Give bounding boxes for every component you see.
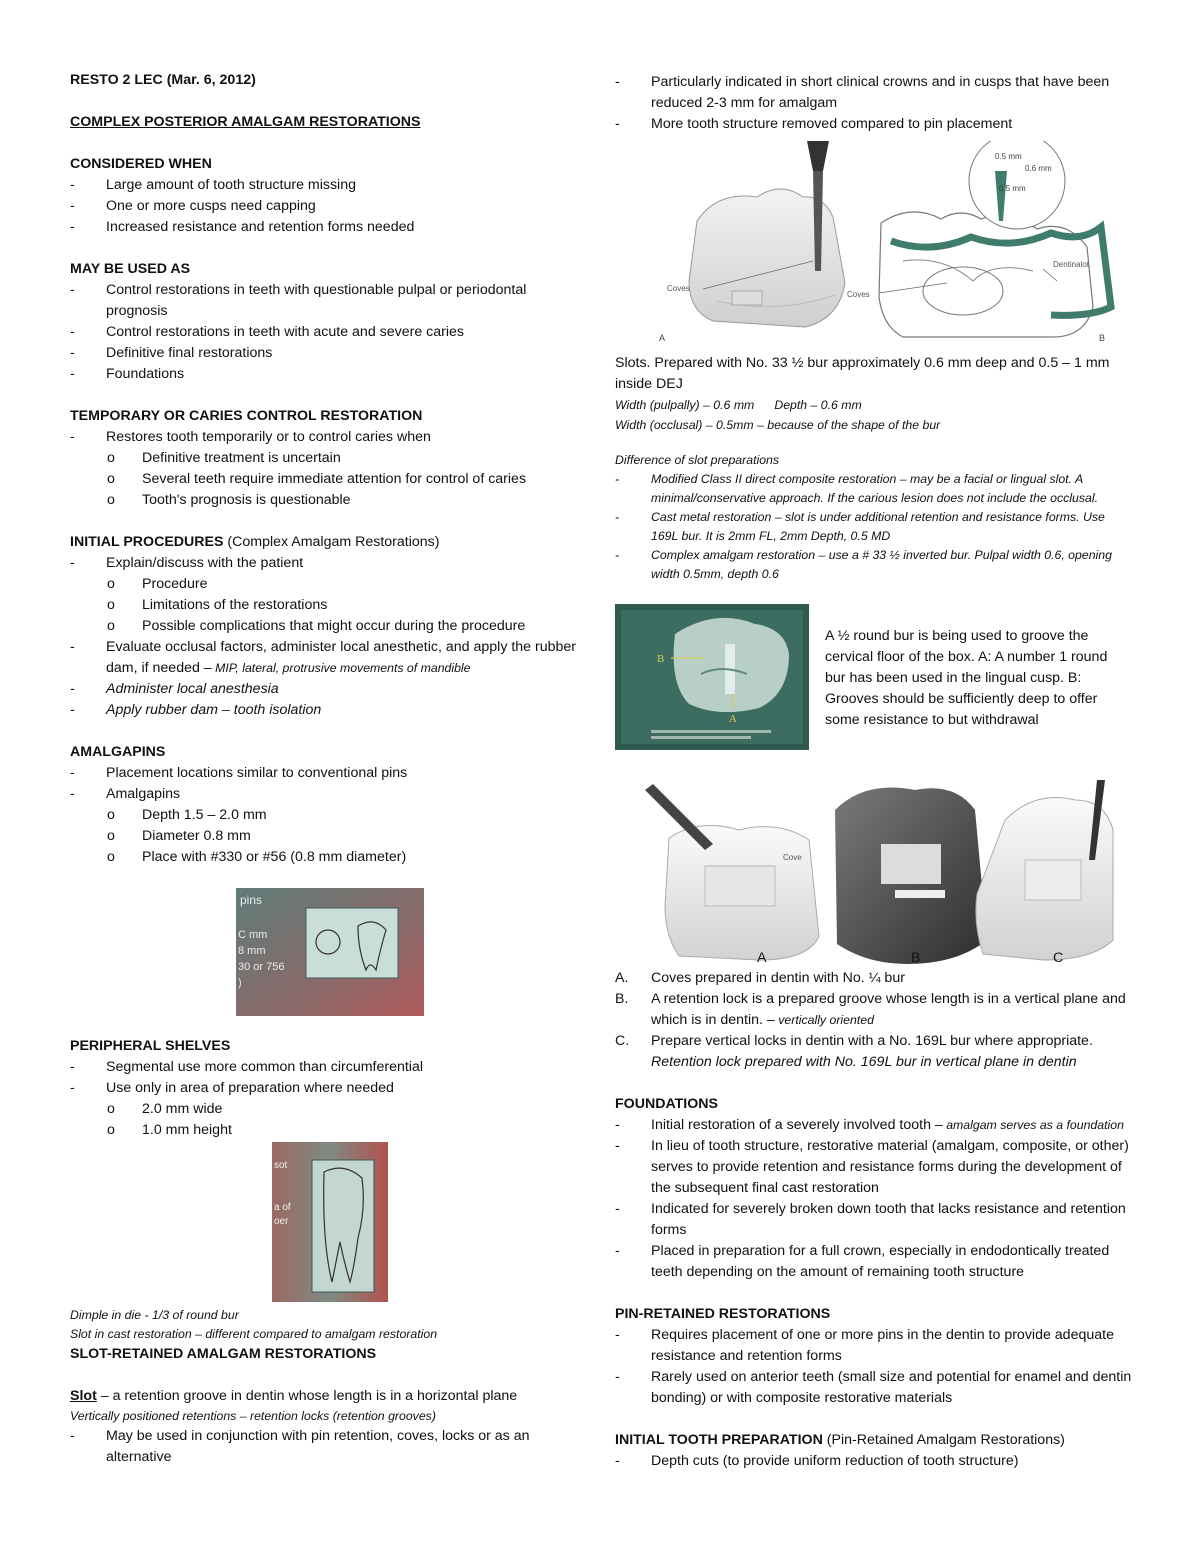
svg-text:a of: a of <box>274 1202 291 1213</box>
list-item: - Control restorations in teeth with acute and severe caries <box>70 324 465 340</box>
sub-list-item: o Procedure <box>107 576 208 592</box>
width-pulpally-line: Width (pulpally) – 0.6 mm Depth – 0.6 mm <box>615 398 862 412</box>
dimple-note: Dimple in die - 1/3 of round bur <box>70 1308 239 1322</box>
list-item: - Requires placement of one or more pins in the dentin to provide adequate resistance and retention forms <box>615 1327 1114 1364</box>
right-column <box>615 72 1135 1472</box>
svg-text:A: A <box>659 333 666 343</box>
sub-list-item: o Several teeth require immediate attention for control of caries <box>107 471 527 487</box>
svg-text:sot: sot <box>274 1160 288 1171</box>
amalgapins-slide-photo <box>236 888 424 1016</box>
svg-text:0.6 mm: 0.6 mm <box>1025 164 1052 173</box>
coves-locks-figure <box>645 780 1117 966</box>
considered-heading: CONSIDERED WHEN <box>70 156 212 172</box>
slot-diagram-figure <box>647 141 1133 353</box>
list-item: - One or more cusps need capping <box>70 198 316 214</box>
list-item: - Indicated for severely broken down tooth that lacks resistance and retention forms <box>615 1201 1126 1238</box>
sub-list-item: o Possible complications that might occur during the procedure <box>107 618 526 634</box>
list-item: - Explain/discuss with the patient <box>70 555 304 571</box>
svg-text:8 mm: 8 mm <box>238 945 266 957</box>
initial-procedures-heading: INITIAL PROCEDURES (Complex Amalgam Restorations) <box>70 534 440 550</box>
svg-text:Coves: Coves <box>667 284 690 293</box>
list-item: - Modified Class II direct composite restoration – may be a facial or lingual slot. A minimal/conservative approach. If the carious lesion does not include the occlusal. <box>615 472 1099 505</box>
sub-list-item: o Diameter 0.8 mm <box>107 828 251 844</box>
svg-text:0.5 mm: 0.5 mm <box>995 152 1022 161</box>
list-item: - More tooth structure removed compared to pin placement <box>615 116 1013 132</box>
list-item: - Increased resistance and retention forms needed <box>70 219 415 235</box>
svg-text:Dentinalot: Dentinalot <box>1053 260 1090 269</box>
list-item: - Particularly indicated in short clinical crowns and in cusps that have been reduced 2-3 mm for amalgam <box>615 74 1110 111</box>
sub-list-item: o Place with #330 or #56 (0.8 mm diameter) <box>107 849 407 865</box>
sub-list-item: o Limitations of the restorations <box>107 597 328 613</box>
sub-list-item: o Depth 1.5 – 2.0 mm <box>107 807 267 823</box>
sub-list-item: o 1.0 mm height <box>107 1122 232 1138</box>
list-item: - Complex amalgam restoration – use a # 33 ½ inverted bur. Pulpal width 0.6, opening width 0.5mm, depth 0.6 <box>615 548 1112 581</box>
list-item: - Rarely used on anterior teeth (small size and potential for enamel and dentin bonding) or with composite restorative materials <box>615 1369 1132 1406</box>
svg-text:Coves: Coves <box>847 290 870 299</box>
list-item: B. A retention lock is a prepared groove whose length is in a vertical plane and which is in dentin. – vertically oriented <box>615 991 1126 1028</box>
list-item: - Amalgapins <box>70 786 181 802</box>
list-item: - Cast metal restoration – slot is under additional retention and resistance forms. Use 169L bur. It is 2mm FL, 2mm Depth, 0.5 MD <box>615 510 1105 543</box>
abc-list <box>615 968 1135 1073</box>
svg-text:A: A <box>729 713 737 725</box>
list-item: - Depth cuts (to provide uniform reduction of tooth structure) <box>615 1453 1019 1469</box>
round-bur-photo <box>615 604 809 750</box>
slots-description: Slots. Prepared with No. 33 ½ bur approximately 0.6 mm deep and 0.5 – 1 mm inside DEJ <box>615 355 1110 392</box>
initial-tooth-prep-heading: INITIAL TOOTH PREPARATION (Pin-Retained Amalgam Restorations) <box>615 1432 1065 1448</box>
vertical-retentions-note: Vertically positioned retentions – retention locks (retention grooves) <box>70 1409 436 1423</box>
list-item: - Administer local anesthesia <box>70 681 279 697</box>
document-subtitle: COMPLEX POSTERIOR AMALGAM RESTORATIONS <box>70 114 421 130</box>
document-title: RESTO 2 LEC (Mar. 6, 2012) <box>70 72 256 88</box>
list-item: - Placement locations similar to conventional pins <box>70 765 408 781</box>
figure-label-a: A <box>757 950 767 966</box>
svg-text:B: B <box>1099 333 1106 343</box>
list-item: - Segmental use more common than circumferential <box>70 1059 423 1075</box>
figure-label-c: C <box>1053 950 1064 966</box>
svg-text:): ) <box>238 977 242 989</box>
svg-text:oer: oer <box>274 1216 289 1227</box>
peripheral-shelves-heading: PERIPHERAL SHELVES <box>70 1038 231 1054</box>
slot-definition: Slot – a retention groove in dentin whose length is in a horizontal plane <box>70 1388 518 1404</box>
list-item: A. Coves prepared in dentin with No. ¼ bur <box>615 970 905 986</box>
difference-heading: Difference of slot preparations <box>615 453 780 467</box>
peripheral-shelves-photo <box>272 1142 388 1302</box>
svg-text:C mm: C mm <box>238 929 268 941</box>
slot-retained-heading: SLOT-RETAINED AMALGAM RESTORATIONS <box>70 1346 377 1362</box>
list-item: - Definitive final restorations <box>70 345 273 361</box>
list-item: - Use only in area of preparation where needed <box>70 1080 394 1096</box>
sub-list-item: o 2.0 mm wide <box>107 1101 223 1117</box>
list-item: - Restores tooth temporarily or to control caries when <box>70 429 431 445</box>
foundations-heading: FOUNDATIONS <box>615 1096 718 1112</box>
list-item: - Control restorations in teeth with questionable pulpal or periodontal prognosis <box>70 282 527 319</box>
svg-text:B: B <box>657 653 665 665</box>
svg-text:pins: pins <box>240 893 263 907</box>
list-item: - May be used in conjunction with pin retention, coves, locks or as an alternative <box>70 1428 530 1465</box>
figure-label-b: B <box>911 950 921 966</box>
list-item: - Placed in preparation for a full crown, especially in endodontically treated teeth depending on the amount of remaining tooth structure <box>615 1243 1110 1280</box>
amalgapins-heading: AMALGAPINS <box>70 744 166 760</box>
sub-list-item: o Definitive treatment is uncertain <box>107 450 341 466</box>
left-column <box>70 70 590 1468</box>
svg-text:Cove: Cove <box>783 853 802 862</box>
temporary-heading: TEMPORARY OR CARIES CONTROL RESTORATION <box>70 408 423 424</box>
pin-retained-heading: PIN-RETAINED RESTORATIONS <box>615 1306 831 1322</box>
list-item: - Initial restoration of a severely involved tooth – amalgam serves as a foundation <box>615 1117 1124 1133</box>
sub-list-item: o Tooth's prognosis is questionable <box>107 492 351 508</box>
list-item: C. Prepare vertical locks in dentin with a No. 169L bur where appropriate. Retention lock prepared with No. 169L bur in vertical plane in dentin <box>615 1033 1093 1070</box>
list-item: - Apply rubber dam – tooth isolation <box>70 702 322 718</box>
slot-cast-note: Slot in cast restoration – different compared to amalgam restoration <box>70 1327 438 1341</box>
round-bur-caption: A ½ round bur is being used to groove the cervical floor of the box. A: A number 1 round bur has been used in the lingual cusp. B: Grooves should be sufficiently deep to offer some resistance to but withdrawal <box>825 628 1108 728</box>
svg-text:30 or 756: 30 or 756 <box>238 961 285 973</box>
width-occlusal-line: Width (occlusal) – 0.5mm – because of the shape of the bur <box>615 418 941 432</box>
list-item: - Foundations <box>70 366 185 382</box>
svg-text:0.5 mm: 0.5 mm <box>999 184 1026 193</box>
may-be-used-heading: MAY BE USED AS <box>70 261 191 277</box>
list-item: - In lieu of tooth structure, restorative material (amalgam, composite, or other) serves to provide retention and resistance forms during the development of the subsequent final cast restoration <box>615 1138 1129 1196</box>
round-bur-figure <box>615 604 1135 754</box>
list-item: - Large amount of tooth structure missing <box>70 177 356 193</box>
list-item: - Evaluate occlusal factors, administer local anesthetic, and apply the rubber dam, if needed – MIP, lateral, protrusive movements of mandible <box>70 639 577 676</box>
